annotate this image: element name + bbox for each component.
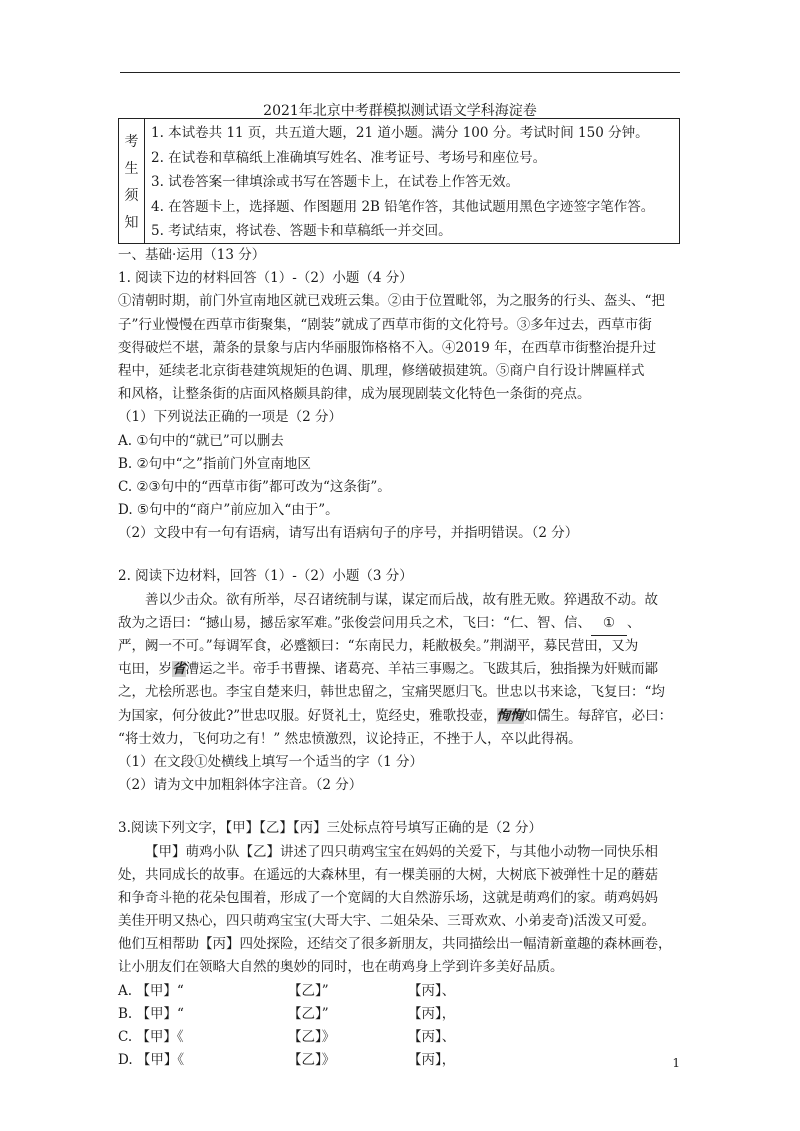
notice-label-char: 须: [124, 187, 139, 204]
option-part: B. 【甲】“: [118, 1005, 184, 1022]
option-part: 【乙】”: [288, 982, 329, 999]
q2-text: 、: [626, 614, 641, 631]
q2-text: 为国家，何分彼此?”世忠叹服。好贤礼士，览经史，雅歌投壶，: [118, 707, 497, 724]
q2-text: 屯田，岁: [118, 661, 172, 678]
page-title: 2021年北京中考群模拟测试语文学科海淀卷: [263, 103, 537, 119]
option-part: 【乙】》: [288, 1052, 336, 1069]
q2-passage-line: “将士效力，飞何功之有！” 然忠愤激烈，议论持正，不挫于人，卒以此得祸。: [118, 730, 582, 747]
q3-passage-line: 处，共同成长的故事。在遥远的大森林里，有一棵美丽的大树，大树底下被弹性十足的蘑菇: [118, 866, 658, 883]
q3-passage-line: 和争奇斗艳的花朵包围着，形成了一个宽阔的大自然游乐场，这就是萌鸡们的家。萌鸡妈妈: [118, 889, 658, 906]
question-3-title: 3.阅读下列文字，【甲】【乙】【丙】三处标点符号填写正确的是（2 分）: [118, 820, 543, 837]
section-heading: 一、基础·运用（13 分）: [118, 247, 266, 263]
q3-option-c: [118, 1026, 683, 1049]
notice-rule: 2. 在试卷和草稿纸上准确填写姓名、准考证号、考场号和座位号。: [151, 149, 547, 166]
q1-passage-line: 程中，延续老北京街巷建筑规矩的色调、肌理，修缮破损建筑。⑤商户自行设计牌匾样式: [118, 362, 645, 379]
notice-rule: 3. 试卷答案一律填涂或书写在答题卡上，在试卷上作答无效。: [151, 174, 520, 191]
q1-option-a: A. ①句中的“就已”可以删去: [118, 432, 284, 449]
q2-text: 如儒生。每辞官，必曰：: [523, 707, 673, 724]
q3-passage-line: 美佳开明又热心，四只萌鸡宝宝(大哥大宇、二姐朵朵、三哥欢欢、小弟麦奇)活泼又可爱。: [118, 913, 656, 930]
q3-passage-line: 让小朋友们在领略大自然的奥妙的同时，也在萌鸡身上学到许多美好品质。: [118, 959, 564, 976]
q2-subquestion-1: （1）在文段①处横线上填写一个适当的字（1 分）: [118, 753, 423, 770]
q1-passage-line: 子”行业慢慢在西草市街聚集，“剧装”就成了西草市街的文化符号。③多年过去，西草市街: [118, 316, 652, 333]
header-rule: [120, 72, 680, 73]
q1-passage-line: ①清朝时期，前门外宣南地区就已戏班云集。②由于位置毗邻，为之服务的行头、盔头、“把: [118, 293, 665, 310]
highlighted-word: 恂恂: [496, 707, 524, 724]
q1-passage-line: 和风格，让整条街的店面风格颇具韵律，成为展现剧装文化特色一条街的亮点。: [118, 386, 591, 403]
fill-in-blank: ①: [591, 612, 627, 636]
q1-option-b: B. ②句中“之”指前门外宣南地区: [118, 455, 311, 472]
q2-text: 敌为之语曰：“撼山易，撼岳家军难。”张俊尝问用兵之术，飞曰：“仁、智、信、: [118, 614, 591, 631]
q1-option-c: C. ②③句中的“西草市街”都可改为“这条街”。: [118, 478, 391, 495]
q2-passage-line: 善以少击众。欲有所举，尽召诸统制与谋，谋定而后战，故有胜无败。猝遇敌不动。故: [145, 591, 658, 608]
option-part: C. 【甲】《: [118, 1029, 184, 1045]
q1-subquestion-1: （1）下列说法正确的一项是（2 分）: [118, 409, 342, 426]
q1-subquestion-2: （2）文段中有一句有语病，请写出有语病句子的序号，并指明错误。（2 分）: [118, 525, 579, 542]
exam-notice-box: [118, 118, 680, 244]
highlighted-character: 省: [172, 661, 186, 678]
notice-rule: 4. 在答题卡上，选择题、作图题用 2B 铅笔作答，其他试题用黑色字迹签字笔作答。: [151, 198, 655, 215]
notice-rule: 5. 考试结束，将试卷、答题卡和草稿纸一并交回。: [151, 223, 452, 240]
option-part: 【乙】”: [288, 1005, 329, 1022]
q3-passage-line: 他们互相帮助【丙】四处探险，还结交了很多新朋友，共同描绘出一幅清新童趣的森林画卷，: [118, 936, 672, 953]
notice-label: [119, 119, 145, 243]
notice-label-char: 知: [124, 214, 139, 231]
option-part: 【丙】，: [408, 1052, 456, 1069]
q2-passage-line: [118, 612, 683, 635]
option-part: 【乙】》: [288, 1029, 336, 1045]
page-number: 1: [672, 1056, 680, 1070]
question-2-title: 2. 阅读下边材料，回答（1）-（2）小题（3 分）: [118, 568, 413, 585]
notice-rule: 1. 本试卷共 11 页，共五道大题，21 道小题。满分 100 分。考试时间 150 分钟。: [151, 125, 649, 141]
q2-subquestion-2: （2）请为文中加粗斜体字注音。（2 分）: [118, 777, 363, 794]
option-part: A. 【甲】“: [118, 982, 184, 999]
q2-passage-line: 严，阙一不可。”每调军食，必蹙额曰：“东南民力，耗敝极矣。”荆湖平，募民营田，又为: [118, 638, 639, 654]
option-part: 【丙】，: [408, 1005, 456, 1022]
option-part: 【丙】、: [408, 982, 456, 999]
q3-option-b: [118, 1003, 683, 1026]
q2-text: 漕运之半。帝手书曹操、诸葛亮、羊祜三事赐之。飞跋其后，独指操为奸贼而鄙: [185, 661, 658, 678]
q1-passage-line: 变得破烂不堪，萧条的景象与店内华丽服饰格格不入。④2019 年，在西草市街整治提升过: [118, 339, 657, 356]
exam-content: [118, 244, 683, 1072]
option-part: D. 【甲】《: [118, 1052, 185, 1069]
q3-passage-line: 【甲】萌鸡小队【乙】讲述了四只萌鸡宝宝在妈妈的关爱下，与其他小动物一同快乐相: [145, 843, 658, 860]
notice-label-char: 考: [124, 133, 139, 150]
question-1-title: 1. 阅读下边的材料回答（1）-（2）小题（4 分）: [118, 270, 413, 287]
q2-passage-line: [118, 658, 683, 681]
q1-option-d: D. ⑤句中的“商户”前应加入“由于”。: [118, 502, 339, 519]
q2-passage-line: [118, 705, 683, 728]
q3-option-a: [118, 980, 683, 1003]
option-part: 【丙】、: [408, 1029, 456, 1045]
q3-option-d: [118, 1049, 683, 1072]
notice-label-char: 生: [124, 160, 139, 177]
q2-passage-line: 之，尤桧所恶也。李宝自楚来归，韩世忠留之，宝痛哭愿归飞。世忠以书来谂，飞复曰：“均: [118, 684, 665, 701]
notice-rules: [145, 119, 679, 243]
